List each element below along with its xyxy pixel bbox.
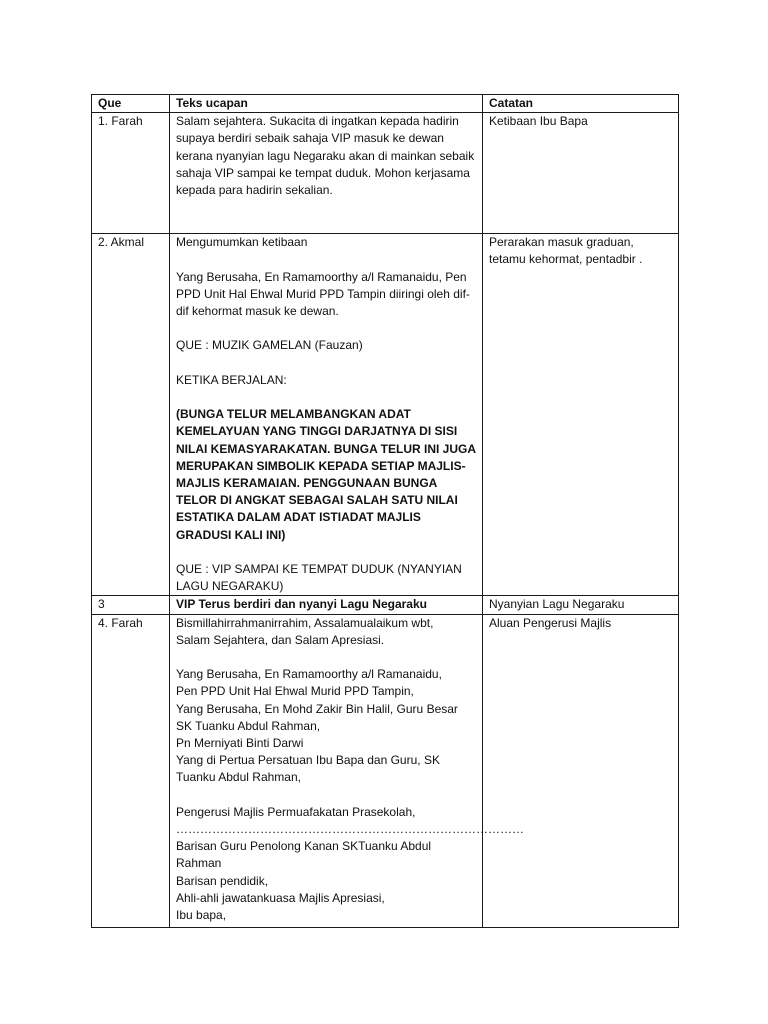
text-line: QUE : VIP SAMPAI KE TEMPAT DUDUK (NYANYIAN LAGU NEGARAKU): [176, 561, 462, 594]
text-line: Ibu bapa,: [176, 908, 227, 923]
text-line: Yang di Pertua Persatuan Ibu Bapa dan Guru, SK Tuanku Abdul Rahman,: [176, 753, 440, 785]
table-header-row: [92, 95, 679, 113]
header-que: Que: [92, 95, 170, 113]
text-line: Ahli-ahli jawatankuasa Majlis Apresiasi,: [176, 890, 385, 905]
cell-que: 2. Akmal: [92, 234, 170, 596]
text-line: Bismillahirrahmanirrahim, Assalamualaikum wbt,: [176, 615, 434, 630]
cell-teks: [170, 234, 483, 596]
text-line: Yang Berusaha, En Mohd Zakir Bin Halil, Guru Besar SK Tuanku Abdul Rahman,: [176, 701, 458, 733]
cell-teks: VIP Terus berdiri dan nyanyi Lagu Negaraku: [170, 596, 483, 614]
table-row: [92, 113, 679, 234]
cell-catatan: Aluan Pengerusi Majlis: [483, 614, 679, 927]
table-row: [92, 614, 679, 927]
cell-catatan: Ketibaan Ibu Bapa: [483, 113, 679, 234]
text-line: Pengerusi Majlis Permuafakatan Prasekolah,: [176, 804, 416, 819]
text-line: Yang Berusaha, En Ramamoorthy a/l Ramanaidu,: [176, 667, 442, 682]
text-line: KETIKA BERJALAN:: [176, 372, 287, 387]
cell-catatan: Nyanyian Lagu Negaraku: [483, 596, 679, 614]
header-catatan: Catatan: [483, 95, 679, 113]
text-line: Barisan pendidik,: [176, 873, 269, 888]
text-line: Salam sejahtera. Sukacita di ingatkan kepada hadirin supaya berdiri sebaik sahaja VIP masuk ke dewan kerana nyanyian lagu Negaraku akan di mainkan sebaik sahaja VIP sampai ke tempat duduk. Mohon kerjasama kepada para hadirin sekalian.: [176, 114, 475, 198]
text-line: Barisan Guru Penolong Kanan SKTuanku Abdul Rahman: [176, 839, 432, 871]
program-table: [91, 94, 679, 928]
text-line: Pn Merniyati Binti Darwi: [176, 736, 304, 750]
cell-catatan: Perarakan masuk graduan, tetamu kehormat, pentadbir .: [483, 234, 679, 596]
text-line: Pen PPD Unit Hal Ehwal Murid PPD Tampin,: [176, 684, 414, 699]
text-line: Mengumumkan ketibaan: [176, 235, 308, 250]
cell-que: 3: [92, 596, 170, 614]
table-row: [92, 234, 679, 596]
cell-que: 4. Farah: [92, 614, 170, 927]
text-line: Yang Berusaha, En Ramamoorthy a/l Ramanaidu, Pen PPD Unit Hal Ehwal Murid PPD Tampin diiringi oleh dif-dif kehormat masuk ke dewan.: [176, 269, 470, 318]
text-line: QUE : MUZIK GAMELAN (Fauzan): [176, 338, 363, 353]
text-line: Salam Sejahtera, dan Salam Apresiasi.: [176, 632, 385, 647]
bold-note: (BUNGA TELUR MELAMBANGKAN ADAT KEMELAYUAN YANG TINGGI DARJATNYA DI SISI NILAI KEMASYARAKATAN. BUNGA TELUR INI JUGA MERUPAKAN SIMBOLIK KEPADA SETIAP MAJLIS-MAJLIS KERAMAIAN. PENGGUNAAN BUNGA TELOR DI ANGKAT SEBAGAI SALAH SATU NILAI ESTATIKA DALAM ADAT ISTIADAT MAJLIS GRADUSI KALI INI): [176, 407, 476, 542]
header-teks-ucapan: Teks ucapan: [170, 95, 483, 113]
dotted-line: ……………………………………………………………………………: [176, 822, 524, 836]
cell-que: 1. Farah: [92, 113, 170, 234]
cell-teks: [170, 614, 524, 927]
cell-teks: [170, 113, 483, 234]
table-row: [92, 596, 679, 614]
